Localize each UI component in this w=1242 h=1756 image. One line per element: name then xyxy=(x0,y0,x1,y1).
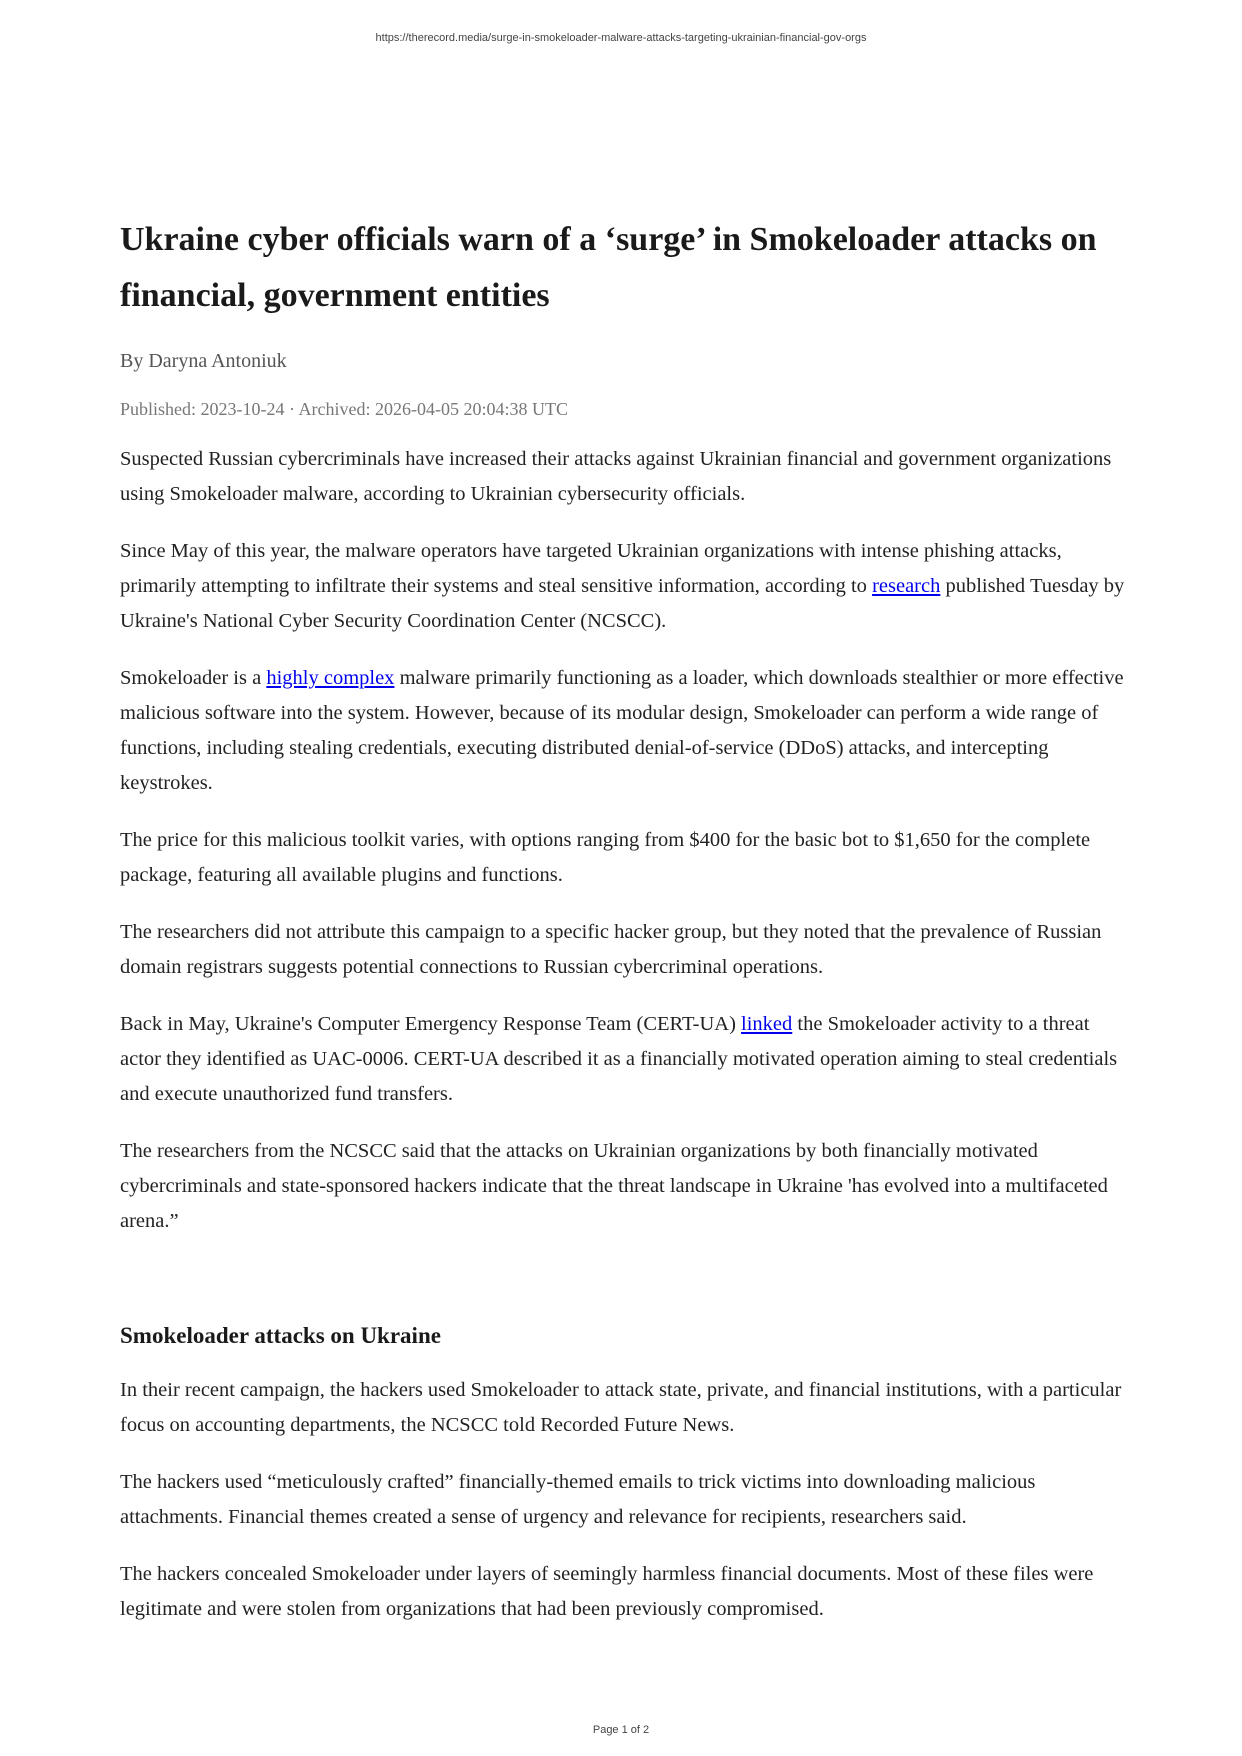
page-url-header: https://therecord.media/surge-in-smokeloader-malware-attacks-targeting-ukrainian-financial-gov-orgs xyxy=(375,32,867,44)
paragraph xyxy=(120,534,1132,639)
paragraph xyxy=(120,661,1132,801)
text: Back in May, Ukraine's Computer Emergency Response Team (CERT-UA) xyxy=(120,1013,742,1035)
paragraph: The price for this malicious toolkit varies, with options ranging from $400 for the basic bot to $1,650 for the complete package, featuring all available plugins and functions. xyxy=(120,829,1091,886)
text: the Smokeloader activity to a threat actor they identified as UAC-0006. CERT-UA described it as a financially motivated operation aiming to steal credentials and execute unauthorized fund transfers. xyxy=(120,1013,1118,1105)
publish-meta: Published: 2023-10-24 · Archived: 2026-04-05 20:04:38 UTC xyxy=(120,399,568,419)
paragraph: The researchers from the NCSCC said that the attacks on Ukrainian organizations by both financially motivated cybercriminals and state-sponsored hackers indicate that the threat landscape in Ukraine 'has evolved into a multifaceted arena.” xyxy=(120,1140,1108,1232)
text: published Tuesday by Ukraine's National Cyber Security Coordination Center (NCSCC). xyxy=(120,575,1125,632)
paragraph: In their recent campaign, the hackers used Smokeloader to attack state, private, and financial institutions, with a particular focus on accounting departments, the NCSCC told Recorded Future News. xyxy=(120,1379,1122,1436)
byline: By Daryna Antoniuk xyxy=(120,350,287,372)
page-number: Page 1 of 2 xyxy=(592,1724,650,1736)
research-link[interactable]: research xyxy=(872,575,941,597)
linked-link[interactable]: linked xyxy=(741,1013,793,1035)
text: malware primarily functioning as a loader, which downloads stealthier or more effective malicious software into the system. However, because of its modular design, Smokeloader can perform a wide range of functions, including stealing credentials, executing distributed denial-of-service (DDoS) attacks, and intercepting keystrokes. xyxy=(120,667,1124,794)
article xyxy=(120,212,1132,1649)
paragraph: The hackers used “meticulously crafted” financially-themed emails to trick victims into downloading malicious attachments. Financial themes created a sense of urgency and relevance for recipients, researchers said. xyxy=(120,1471,1036,1528)
text: Smokeloader is a xyxy=(120,667,267,689)
paragraph: The hackers concealed Smokeloader under layers of seemingly harmless financial documents. Most of these files were legitimate and were stolen from organizations that had been previously compromised. xyxy=(120,1563,1094,1620)
paragraph xyxy=(120,1007,1132,1112)
section-heading: Smokeloader attacks on Ukraine xyxy=(120,1323,441,1348)
text: Since May of this year, the malware operators have targeted Ukrainian organizations with intense phishing attacks, primarily attempting to infiltrate their systems and steal sensitive information, according to xyxy=(120,540,1062,597)
highly-complex-link[interactable]: highly complex xyxy=(266,667,395,689)
article-title: Ukraine cyber officials warn of a ‘surge’ in Smokeloader attacks on financial, government entities xyxy=(120,221,1097,314)
paragraph: The researchers did not attribute this campaign to a specific hacker group, but they noted that the prevalence of Russian domain registrars suggests potential connections to Russian cybercriminal operations. xyxy=(120,921,1102,978)
paragraph: Suspected Russian cybercriminals have increased their attacks against Ukrainian financial and government organizations using Smokeloader malware, according to Ukrainian cybersecurity officials. xyxy=(120,448,1112,505)
